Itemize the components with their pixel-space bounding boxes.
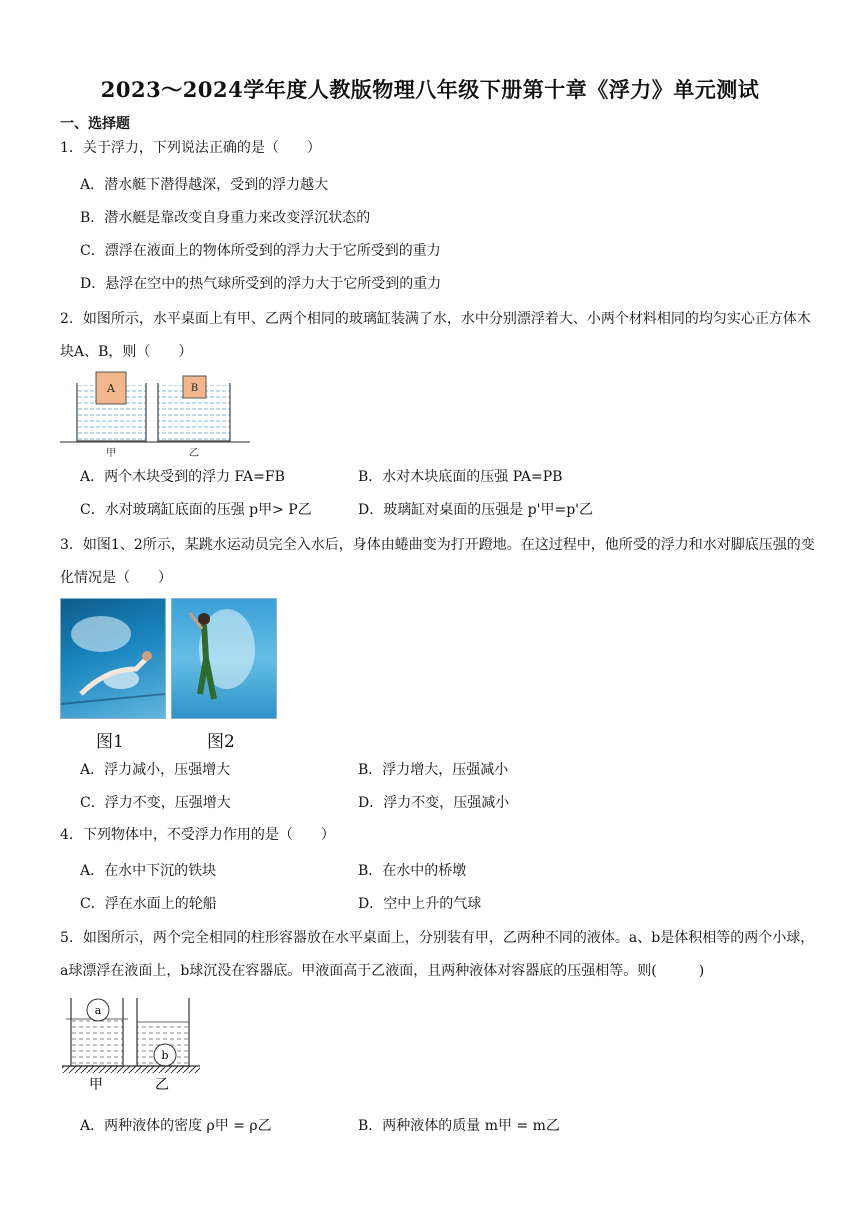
label-jia-5: 甲 — [89, 1077, 103, 1093]
tabletop-hatch — [62, 1066, 200, 1073]
question-3-stem: 3．如图1、2所示，某跳水运动员完全入水后，身体由蜷曲变为打开蹬地。在这过程中，他所受的浮力和水对脚底压强的变化情况是（ ） — [60, 537, 815, 586]
q5-option-b[interactable]: B．两种液体的质量 m甲 = m乙 — [358, 1118, 560, 1134]
ball-b-label: b — [161, 1049, 169, 1062]
q2-option-c[interactable]: C．水对玻璃缸底面的压强 p甲> P乙 — [80, 502, 312, 518]
question-2-stem: 2．如图所示，水平桌面上有甲、乙两个相同的玻璃缸装满了水，水中分别漂浮着大、小两个材料相同的均匀实心正方体木块A、B，则（ ） — [60, 311, 811, 360]
q1-option-d[interactable]: D．悬浮在空中的热气球所受到的浮力大于它所受到的重力 — [80, 276, 442, 292]
q5-option-a[interactable]: A．两种液体的密度 ρ甲 = ρ乙 — [80, 1118, 272, 1134]
q1-option-c[interactable]: C．漂浮在液面上的物体所受到的浮力大于它所受到的重力 — [80, 243, 441, 259]
block-b-label: B — [190, 383, 199, 394]
q3-option-d[interactable]: D．浮力不变，压强减小 — [358, 795, 510, 811]
label-jia: 甲 — [106, 448, 116, 459]
q3-option-c[interactable]: C．浮力不变，压强增大 — [80, 795, 231, 811]
q4-option-a[interactable]: A．在水中下沉的铁块 — [80, 863, 217, 879]
section-heading: 一、选择题 — [60, 116, 130, 132]
question-5-stem: 5．如图所示，两个完全相同的柱形容器放在水平桌面上，分别装有甲，乙两种不同的液体。a、b是体积相等的两个小球，a球漂浮在液面上，b球沉没在容器底。甲液面高于乙液面，且两种液体对容器底的压强相等。则( ) — [60, 930, 815, 979]
q2-figure-tanks — [60, 370, 260, 460]
question-1-stem: 1．关于浮力，下列说法正确的是（ ） — [60, 140, 321, 156]
q1-option-b[interactable]: B．潜水艇是靠改变自身重力来改变浮沉状态的 — [80, 210, 371, 226]
q1-option-a[interactable]: A．潜水艇下潜得越深，受到的浮力越大 — [80, 177, 329, 193]
diver-photo-2 — [171, 598, 277, 719]
q3-option-a[interactable]: A．浮力减小，压强增大 — [80, 762, 231, 778]
q3-option-b[interactable]: B．浮力增大，压强减小 — [358, 762, 509, 778]
q4-option-d[interactable]: D．空中上升的气球 — [358, 896, 482, 912]
page-title: 2023～2024学年度人教版物理八年级下册第十章《浮力》单元测试 — [100, 77, 760, 102]
diver-2-illustration — [172, 599, 276, 718]
ball-a-label: a — [94, 1004, 102, 1017]
label-yi: 乙 — [189, 448, 199, 459]
figure-1-caption: 图1 — [96, 732, 124, 752]
figure-2-caption: 图2 — [207, 732, 235, 752]
diver-1-illustration — [61, 599, 165, 718]
label-yi-5: 乙 — [155, 1077, 169, 1093]
q2-option-b[interactable]: B．水对木块底面的压强 PA=PB — [358, 469, 563, 485]
q2-option-d[interactable]: D．玻璃缸对桌面的压强是 p'甲=p'乙 — [358, 502, 594, 518]
block-a-label: A — [107, 382, 115, 395]
q4-option-c[interactable]: C．浮在水面上的轮船 — [80, 896, 217, 912]
question-4-stem: 4．下列物体中，不受浮力作用的是（ ） — [60, 827, 335, 843]
diver-photo-1 — [60, 598, 166, 719]
q5-figure-containers — [58, 994, 208, 1094]
q4-option-b[interactable]: B．在水中的桥墩 — [358, 863, 467, 879]
q2-option-a[interactable]: A．两个木块受到的浮力 FA=FB — [80, 469, 285, 485]
